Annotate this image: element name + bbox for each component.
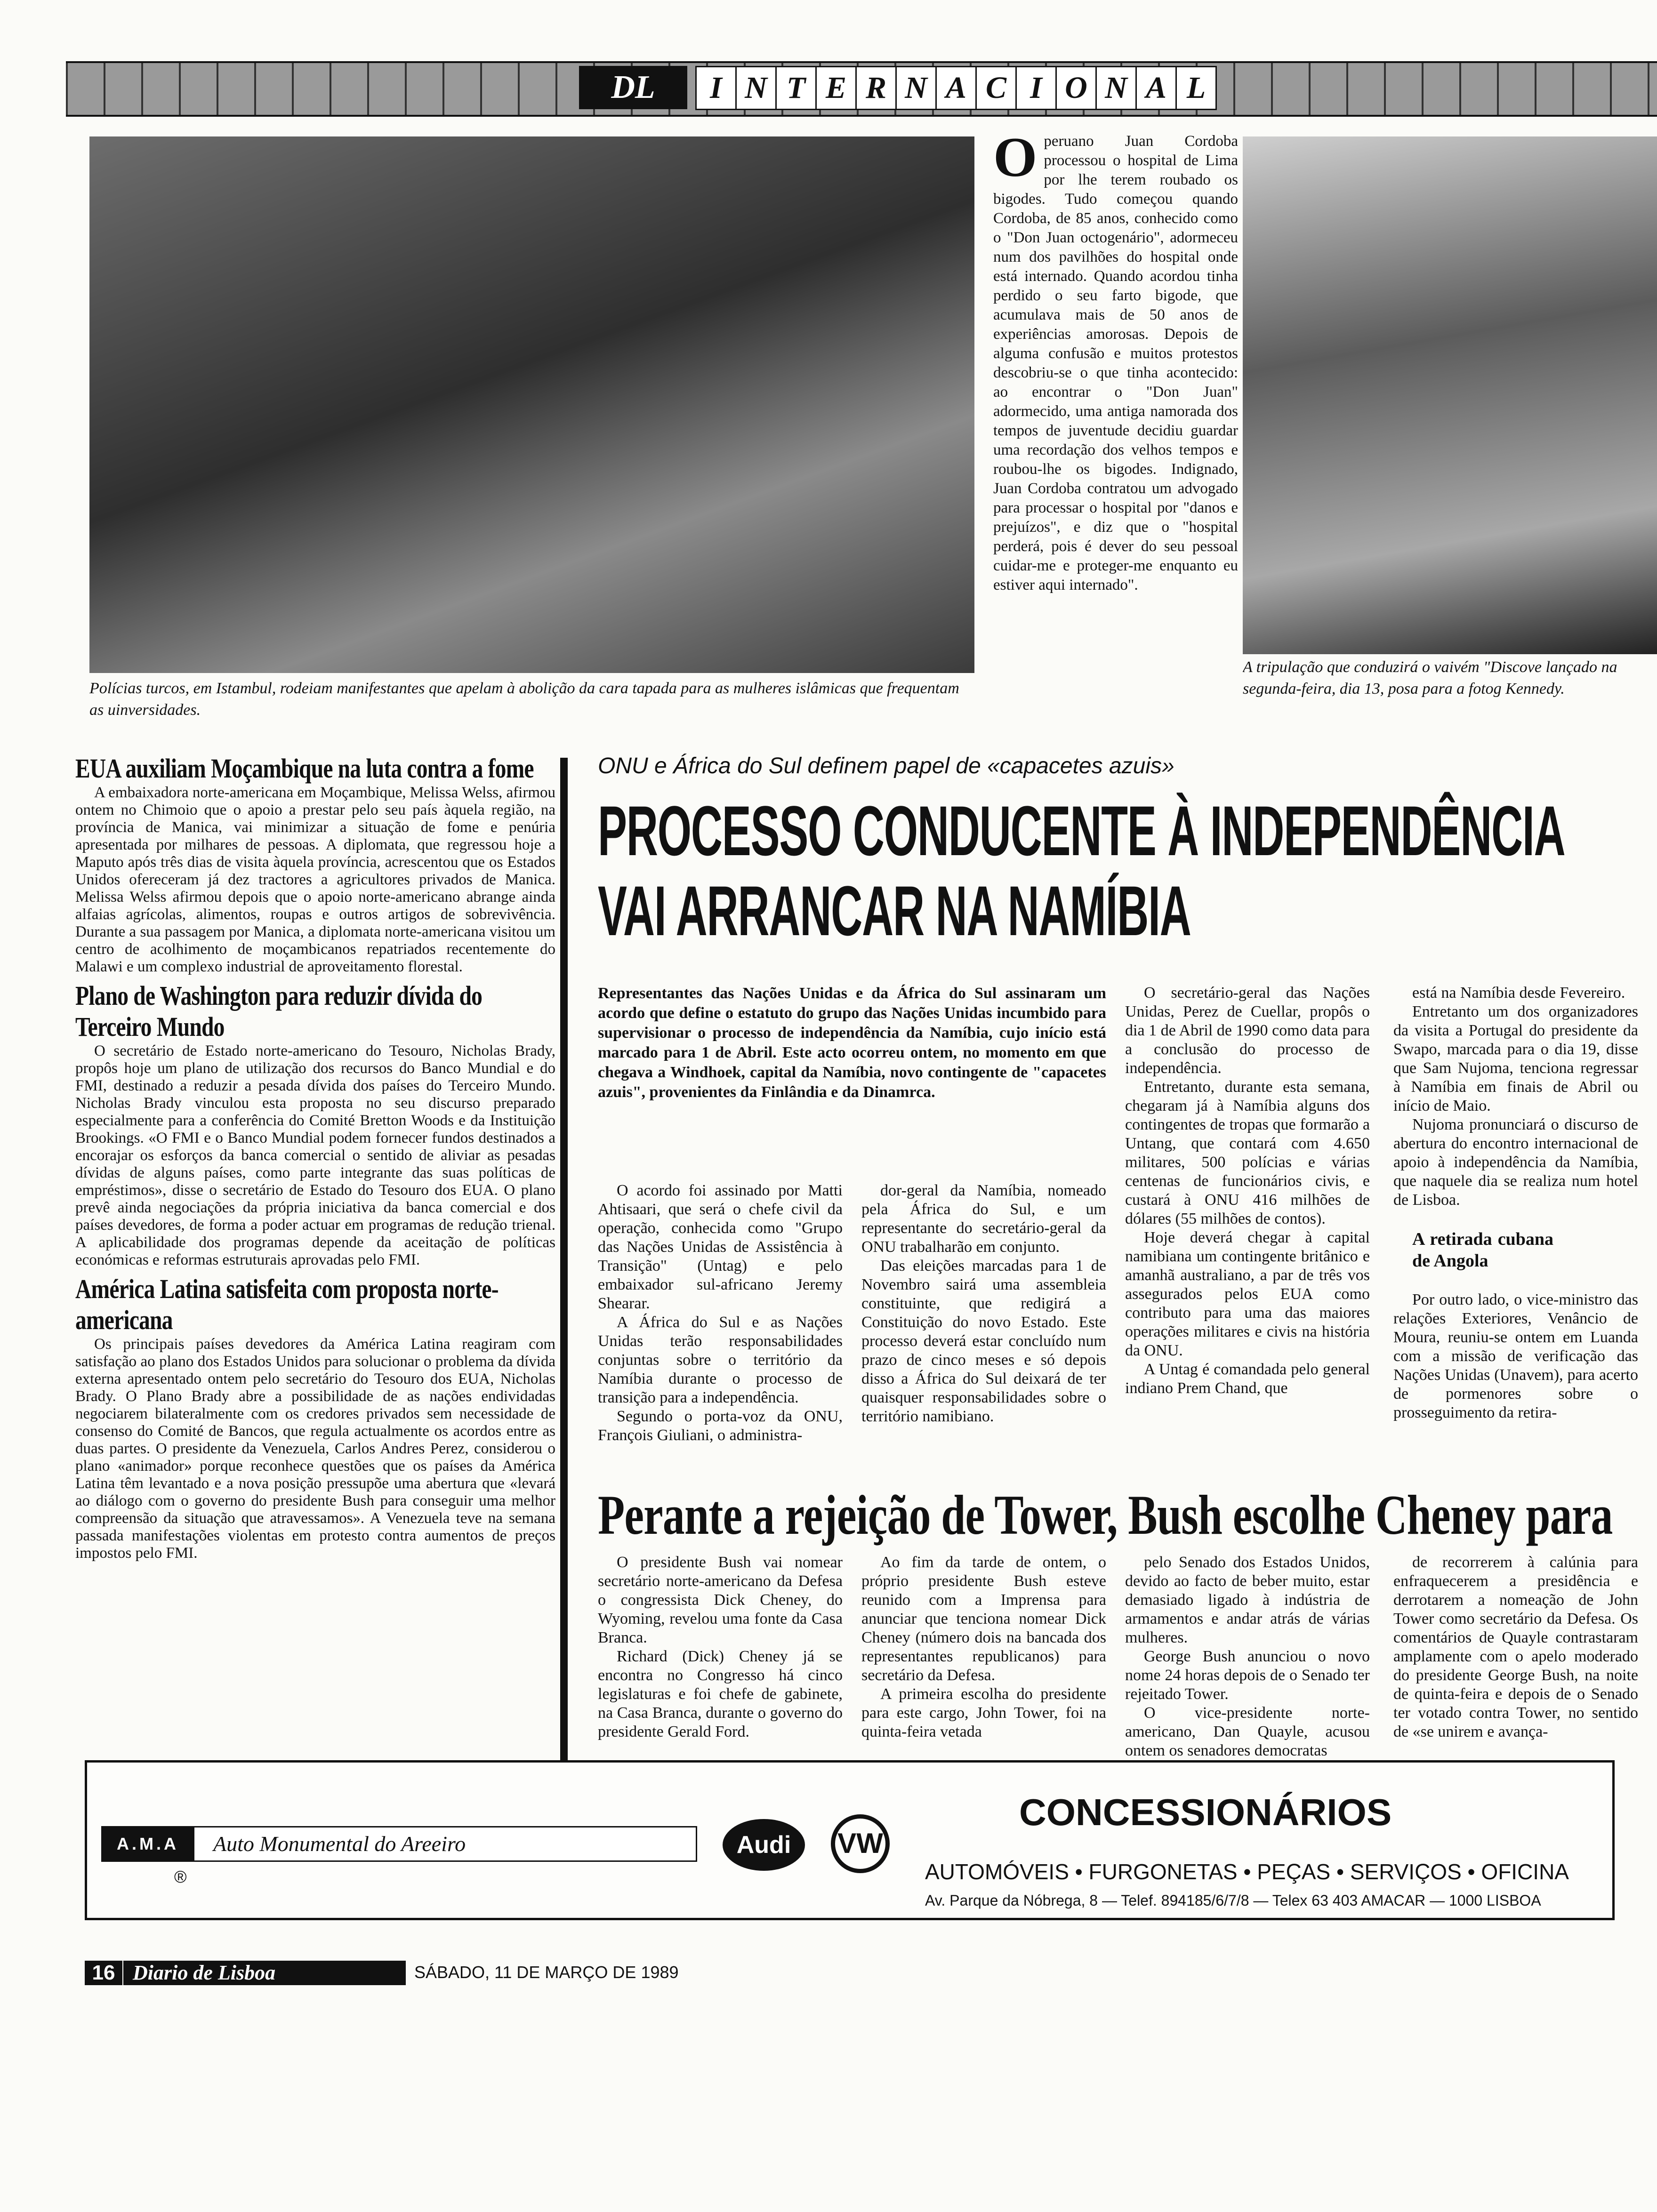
brief-text: peruano Juan Cordoba processou o hospital de Lima por lhe terem roubado os bigodes. Tudo começou quando Cordoba, de 85 anos, conhecido como o "Don Juan octogenário", adormeceu num dos pavilhões do hospital onde está internado. Quando acordou tinha perdido o seu farto bigode, que acumulava mais de 50 anos de experiências amorosas. Depois de alguma confusão e muitos protestos descobriu-se o que tinha acontecido: ao encontrar o "Don Juan" adormecido, uma antiga namorada dos tempos de juventude decidiu guardar uma recordação dos velhos tempos e roubou-lhe os bigodes. Indignado, Juan Cordoba contratou um advogado para processar o hospital por "danos e prejuízos", e diz que o "hospital perderá, pois é dever do seu pessoal cuidar-me e proteger-me enquanto eu estiver aqui internado". xyxy=(993,133,1238,593)
photo-caption-crew: A tripulação que conduzirá o vaivém "Discove lançado na segunda-feira, dia 13, posa para a fotog Kennedy. xyxy=(1243,658,1617,697)
section-letter: A xyxy=(935,66,977,110)
section-letter: R xyxy=(855,66,897,110)
paragraph: Hoje deverá chegar à capital namibiana um contingente britânico e amanhã australiano, a par de três vos assegurados pelos EUA como contributo para uma das maiores operações militares e civis na história da ONU. xyxy=(1125,1229,1370,1359)
story-headline: América Latina satisfeita com proposta norte-americana xyxy=(75,1274,499,1335)
protest-photo xyxy=(89,136,974,673)
vw-logo-icon: VW xyxy=(831,1814,890,1873)
namibia-col3 xyxy=(1125,984,1370,1398)
ad-address: Av. Parque da Nóbrega, 8 — Telef. 894185/6/7/8 — Telex 63 403 AMACAR — 1000 LISBOA xyxy=(925,1892,1541,1909)
section-letter: O xyxy=(1055,66,1097,110)
namibia-kicker: ONU e África do Sul definem papel de «capacetes azuis» xyxy=(598,753,1174,778)
cheney-col4 xyxy=(1393,1553,1638,1741)
namibia-col2 xyxy=(861,1181,1106,1426)
paragraph: O secretário-geral das Nações Unidas, Perez de Cuellar, propôs o dia 1 de Abril de 1990 como data para a conclusão do processo de independência. xyxy=(1125,984,1370,1077)
story-body: Os principais países devedores da América Latina reagiram com satisfação ao plano dos Estados Unidos para solucionar o problema da dívida externa apresentado ontem pelo secretário do Tesouro dos EUA, Nicholas Brady. O Plano Brady abre a possibilidade de as nações endividadas negociarem bilateralmente com os credores privados sem necessidade de consenso do Comité de Bancos, que regula actualmente os acordos entre as duas partes. O presidente da Venezuela, Carlos Andres Perez, considerou o plano «animador» porque reconhece questões que os países da América Latina têm levantado e a nova posição pressupõe uma abertura que «levará ao diálogo com o governo do presidente Bush para conseguir uma melhor compreensão da situação que atravessamos». A Venezuela teve na semana passada manifestações violentas em protesto contra aumentos de preços impostos pelo FMI. xyxy=(75,1336,555,1562)
section-letter: A xyxy=(1135,66,1177,110)
ad-title: CONCESSIONÁRIOS xyxy=(1019,1791,1392,1833)
paragraph: está na Namíbia desde Fevereiro. xyxy=(1412,984,1625,1002)
dealer-advertisement xyxy=(85,1760,1615,1920)
paragraph: A África do Sul e as Nações Unidas terão responsabilidades conjuntas sobre o território da Namíbia durante o processo de transição para a independência. xyxy=(598,1314,843,1406)
section-letter: E xyxy=(815,66,857,110)
page-number: 16 xyxy=(85,1961,122,1985)
section-letter: I xyxy=(1015,66,1057,110)
paragraph: pelo Senado dos Estados Unidos, devido ao facto de beber muito, estar demasiado ligado à indústria de armamentos e andar atrás de várias mulheres. xyxy=(1125,1554,1370,1646)
issue-date: SÁBADO, 11 DE MARÇO DE 1989 xyxy=(414,1963,679,1982)
paragraph: dor-geral da Namíbia, nomeado pela África do Sul, e um representante do secretário-geral da ONU trabalharão em conjunto. xyxy=(861,1182,1106,1256)
paper-logo: DL xyxy=(579,66,687,109)
story-headline: Plano de Washington para reduzir dívida do Terceiro Mundo xyxy=(75,980,483,1042)
namibia-lead: Representantes das Nações Unidas e da África do Sul assinaram um acordo que define o estatuto do grupo das Nações Unidas incumbido para supervisionar o processo de independência da Namíbia, cujo início está marcado para 1 de Abril. Este acto ocorreu ontem, no momento em que chegava a Windhoek, capital da Namíbia, novo contingente de "capacetes azuis", provenientes da Finlândia e da Dinamrca. xyxy=(598,985,1106,1101)
paragraph: Ao fim da tarde de ontem, o próprio presidente Bush esteve reunido com a Imprensa para anunciar que tenciona nomear Dick Cheney (número dois na bancada dos representantes republicanos) para secretário da Defesa. xyxy=(861,1554,1106,1684)
section-letter: N xyxy=(1095,66,1137,110)
paragraph: O acordo foi assinado por Matti Ahtisaari, que será o chefe civil da operação, conhecida como "Grupo das Nações Unidas de Assistência à Transição" (Untag) e pelo embaixador sul-africano Jeremy Shearar. xyxy=(598,1182,843,1312)
paragraph: O vice-presidente norte-americano, Dan Quayle, acusou ontem os senadores democratas xyxy=(1125,1704,1370,1759)
dealer-script-name: Auto Monumental do Areeiro xyxy=(193,1827,696,1860)
cheney-col3 xyxy=(1125,1553,1370,1760)
paragraph: Nujoma pronunciará o discurso de abertura do encontro internacional de apoio à independência da Namíbia, que naquele dia se realiza num hotel de Lisboa. xyxy=(1393,1116,1638,1209)
namibia-col4 xyxy=(1393,984,1638,1422)
section-title xyxy=(697,66,1217,109)
ama-label: A.M.A xyxy=(117,1834,179,1853)
paper-name: Diario de Lisboa xyxy=(123,1961,406,1985)
angola-subhead: A retirada cubana de Angola xyxy=(1412,1229,1553,1271)
section-letter: N xyxy=(735,66,777,110)
cheney-col2 xyxy=(861,1553,1106,1741)
story-body: O secretário de Estado norte-americano do Tesouro, Nicholas Brady, propôs hoje um plano de utilização dos recursos do Banco Mundial e do FMI, destinado a reduzir a pesada dívida dos países do Terceiro Mundo. Nicholas Brady vinculou esta proposta no seu discurso preparado especialmente para a conferência do Comité Bretton Woods e da Instituição Brookings. «O FMI e o Banco Mundial podem fornecer fundos destinados a encorajar os esforços da banca comercial o sentido de aliviar as pesadas dívidas de alguns países, como parte integrante das suas políticas de empréstimos», disse o secretário de Estado do Tesouro dos EUA. O plano prevê ainda negociações da própria iniciativa da banca comercial e dos países devedores, de forma a poder actuar em programas de redução trienal. A aplicabilidade dos programas depende da aceitação de políticas económicas e reformas estruturais aprovadas pelo FMI. xyxy=(75,1042,555,1268)
cheney-col1 xyxy=(598,1553,843,1741)
story-headline: EUA auxiliam Moçambique na luta contra a fome xyxy=(75,753,534,784)
paragraph: A Untag é comandada pelo general indiano Prem Chand, que xyxy=(1125,1361,1370,1397)
section-letter: L xyxy=(1175,66,1217,110)
section-letter: N xyxy=(895,66,937,110)
photo-caption-istanbul: Polícias turcos, em Istambul, rodeiam manifestantes que apelam à abolição da cara tapada para as mulheres islâmicas que frequentam as uinversidades. xyxy=(89,680,959,719)
registered-mark: ® xyxy=(174,1867,187,1886)
left-column xyxy=(75,753,555,1562)
paragraph: Richard (Dick) Cheney já se encontra no Congresso há cinco legislaturas e foi chefe de gabinete, na Casa Branca, durante o governo do presidente Gerald Ford. xyxy=(598,1648,843,1740)
paragraph: Segundo o porta-voz da ONU, François Giuliani, o administra- xyxy=(598,1408,843,1444)
namibia-headline-1: PROCESSO CONDUCENTE À INDEPENDÊNCIA xyxy=(598,791,1565,870)
paragraph: George Bush anunciou o novo nome 24 horas depois de o Senado ter rejeitado Tower. xyxy=(1125,1648,1370,1703)
column-rule xyxy=(560,758,568,1788)
paragraph: Por outro lado, o vice-ministro das relações Exteriores, Venâncio de Moura, reuniu-se ontem em Luanda com a missão de verificação das Nações Unidas (Unavem), para acerto de pormenores sobre o prosseguimento da retira- xyxy=(1393,1291,1638,1421)
ad-services: AUTOMÓVEIS • FURGONETAS • PEÇAS • SERVIÇOS • OFICINA xyxy=(925,1859,1569,1884)
paragraph: de recorrerem à calúnia para enfraquecerem a presidência e derrotarem a nomeação de John Tower como secretário da Defesa. Os comentários de Quayle contrastaram amplamente com o apelo moderado do presidente George Bush, na noite de quinta-feira e depois de o Senado ter votado contra Tower, no sentido de «se unirem e avança- xyxy=(1393,1554,1638,1740)
section-letter: T xyxy=(775,66,817,110)
paragraph: Das eleições marcadas para 1 de Novembro sairá uma assembleia constituinte, que redigirá a Constituição do novo Estado. Este processo deverá estar concluído num prazo de cinco meses e só depois disso a África do Sul deixará de ter quaisquer responsabilidades sobre o território namibiano. xyxy=(861,1257,1106,1425)
drop-cap: O xyxy=(993,126,1038,188)
section-letter: I xyxy=(695,66,737,110)
ama-banner xyxy=(101,1826,697,1862)
paragraph: A primeira escolha do presidente para este cargo, John Tower, foi na quinta-feira vetada xyxy=(861,1685,1106,1740)
paragraph: Entretanto um dos organizadores da visita a Portugal do presidente da Swapo, marcada para o dia 19, disse que Sam Nujoma, tenciona regressar à Namíbia em finais de Abril ou início de Maio. xyxy=(1393,1003,1638,1114)
section-letter: C xyxy=(975,66,1017,110)
namibia-headline-2: VAI ARRANCAR NA NAMÍBIA xyxy=(598,871,1191,950)
brief-column xyxy=(993,126,1238,595)
namibia-col1 xyxy=(598,1181,843,1445)
crew-photo xyxy=(1243,136,1657,654)
cheney-headline: Perante a rejeição de Tower, Bush escolhe Cheney para xyxy=(598,1483,1613,1546)
audi-logo-icon: Audi xyxy=(723,1819,805,1871)
story-body: A embaixadora norte-americana em Moçambique, Melissa Welss, afirmou ontem no Chimoio que o apoio a prestar pelo seu país àquela região, na província de Manica, vai minimizar a situação de fome e penúria apresentada por milhares de pessoas. A diplomata, que regressou hoje a Maputo após três dias de visita àquela província, acrescentou que os Estados Unidos ofereceram já dez tractores a agricultores privados de Manica. Melissa Welss afirmou depois que o apoio norte-americano abrange ainda alfaias agrícolas, alimentos, roupas e outros artigos de sobrevivência. Durante a sua passagem por Manica, a diplomata norte-americana visitou um centro de acolhimento de moçambicanos repatriados recentemente do Malawi e um complexo industrial de aproveitamento florestal. xyxy=(75,784,555,975)
paragraph: Entretanto, durante esta semana, chegaram já à Namíbia alguns dos contingentes de tropas que formarão a Untang, que contará com 4.650 militares, 500 polícias e várias centenas de funcionários civis, e custará à ONU 416 milhões de dólares (55 milhões de contos). xyxy=(1125,1078,1370,1227)
paragraph: O presidente Bush vai nomear secretário norte-americano da Defesa o congressista Dick Cheney, do Wyoming, revelou uma fonte da Casa Branca. xyxy=(598,1554,843,1646)
